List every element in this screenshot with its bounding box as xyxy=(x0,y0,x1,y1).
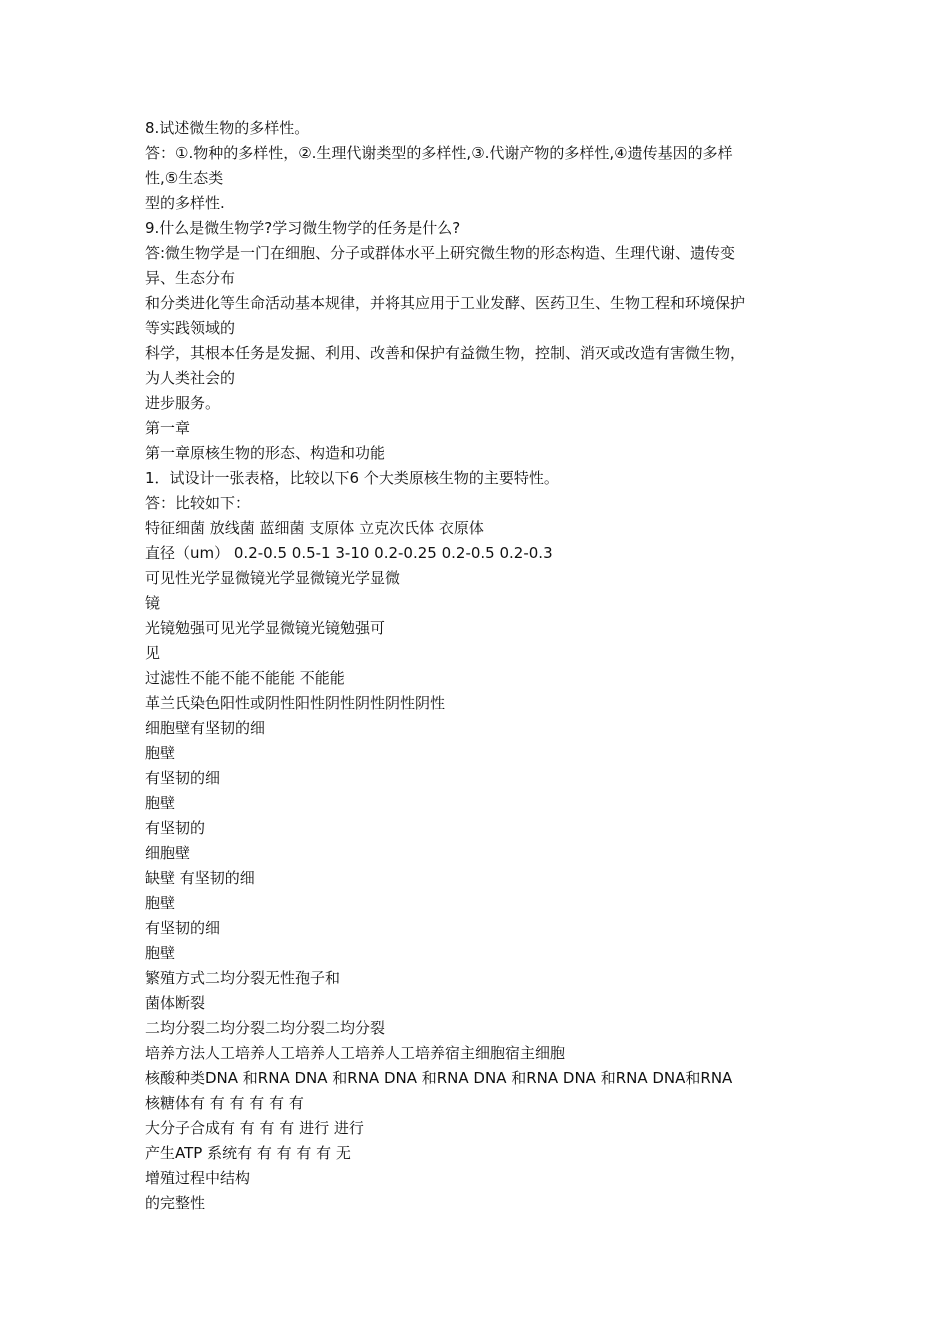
table-row-structural-integrity: 增殖过程中结构 xyxy=(145,1169,251,1187)
chapter-title: 第一章原核生物的形态、构造和功能 xyxy=(145,444,386,462)
table-row-cell-wall-cont: 胞壁 xyxy=(145,944,176,962)
table-header-row: 特征细菌 放线菌 蓝细菌 支原体 立克次氏体 衣原体 xyxy=(145,519,484,537)
question-9: 9.什么是微生物学?学习微生物学的任务是什么? xyxy=(145,219,461,237)
question-8: 8.试述微生物的多样性。 xyxy=(145,119,310,137)
table-row-visibility: 可见性光学显微镜光学显微镜光学显微 xyxy=(145,569,401,587)
chapter-heading: 第一章 xyxy=(145,419,191,437)
answer-8-line-2: 性,⑤生态类 xyxy=(145,169,224,187)
answer-9-line-7: 进步服务。 xyxy=(145,394,221,412)
table-row-visibility-cont: 见 xyxy=(145,644,161,662)
table-row-reproduction: 繁殖方式二均分裂无性孢子和 xyxy=(145,969,341,987)
table-row-visibility-cont: 光镜勉强可见光学显微镜光镜勉强可 xyxy=(145,619,386,637)
answer-9-line-4: 等实践领域的 xyxy=(145,319,236,337)
answer-9-line-5: 科学，其根本任务是发掘、利用、改善和保护有益微生物，控制、消灭或改造有害微生物， xyxy=(145,344,746,362)
table-row-reproduction-cont: 二均分裂二均分裂二均分裂二均分裂 xyxy=(145,1019,386,1037)
table-row-cell-wall-cont: 缺壁 有坚韧的细 xyxy=(145,869,255,887)
table-row-ribosome: 核糖体有 有 有 有 有 有 xyxy=(145,1094,304,1112)
answer-8-line-3: 型的多样性. xyxy=(145,194,225,212)
table-row-atp-system: 产生ATP 系统有 有 有 有 有 无 xyxy=(145,1144,351,1162)
table-row-diameter: 直径（um） 0.2-0.5 0.5-1 3-10 0.2-0.25 0.2-0.5 0.2-0.3 xyxy=(145,544,553,562)
answer-9-line-1: 答:微生物学是一门在细胞、分子或群体水平上研究微生物的形态构造、生理代谢、遗传变 xyxy=(145,244,736,262)
table-row-cell-wall-cont: 胞壁 xyxy=(145,894,176,912)
table-row-gram-stain: 革兰氏染色阳性或阴性阳性阴性阴性阴性阴性 xyxy=(145,694,446,712)
answer-9-line-3: 和分类进化等生命活动基本规律，并将其应用于工业发酵、医药卫生、生物工程和环境保护 xyxy=(145,294,746,312)
table-row-cell-wall-cont: 有坚韧的细 xyxy=(145,769,221,787)
table-row-filterability: 过滤性不能不能不能能 不能能 xyxy=(145,669,345,687)
answer-1-intro: 答：比较如下： xyxy=(145,494,251,512)
answer-9-line-6: 为人类社会的 xyxy=(145,369,236,387)
table-row-reproduction-cont: 菌体断裂 xyxy=(145,994,206,1012)
table-row-cell-wall-cont: 细胞壁 xyxy=(145,844,191,862)
table-row-cell-wall-cont: 胞壁 xyxy=(145,744,176,762)
table-row-cell-wall-cont: 有坚韧的细 xyxy=(145,919,221,937)
document-body xyxy=(145,116,815,1216)
table-row-cell-wall-cont: 胞壁 xyxy=(145,794,176,812)
answer-9-line-2: 异、生态分布 xyxy=(145,269,236,287)
table-row-cell-wall-cont: 有坚韧的 xyxy=(145,819,206,837)
answer-8-line-1: 答：①.物种的多样性，②.生理代谢类型的多样性,③.代谢产物的多样性,④遗传基因的多样 xyxy=(145,144,733,162)
table-row-cell-wall: 细胞壁有坚韧的细 xyxy=(145,719,266,737)
table-row-structural-integrity-cont: 的完整性 xyxy=(145,1194,206,1212)
table-row-visibility-cont: 镜 xyxy=(145,594,161,612)
question-1: 1．试设计一张表格，比较以下6 个大类原核生物的主要特性。 xyxy=(145,469,559,487)
table-row-nucleic-acid: 核酸种类DNA 和RNA DNA 和RNA DNA 和RNA DNA 和RNA DNA 和RNA DNA和RNA xyxy=(145,1069,733,1087)
table-row-culture-method: 培养方法人工培养人工培养人工培养人工培养宿主细胞宿主细胞 xyxy=(145,1044,566,1062)
table-row-macromolecule-synthesis: 大分子合成有 有 有 有 进行 进行 xyxy=(145,1119,364,1137)
